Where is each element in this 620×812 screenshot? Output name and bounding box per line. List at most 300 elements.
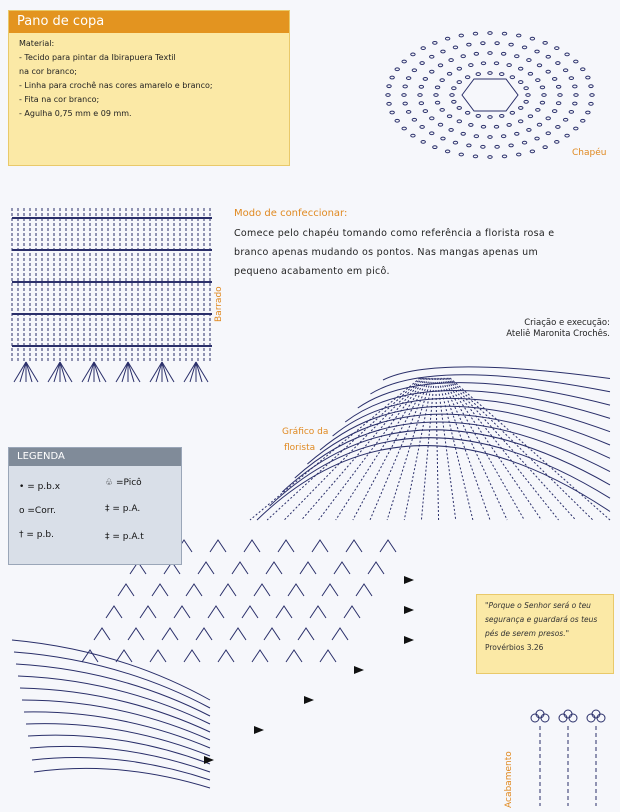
hat-stitch [440,108,444,111]
hat-stitch [476,73,480,76]
hat-stitch [502,32,506,35]
hat-stitch [507,64,511,67]
hat-stitch [465,111,469,114]
instructions-line: branco apenas mudando os pontos. Nas mangas apenas um [234,247,539,258]
finish-diagram [531,710,605,806]
florista-fan [186,584,202,596]
hat-stitch [494,125,498,128]
hat-stitch [555,140,559,143]
florista-fan [198,562,214,574]
border-fan [116,362,128,382]
florista-fan [242,606,258,618]
hat-stitch [469,64,473,67]
hat-stitch [519,107,523,110]
florista-fan [264,628,280,640]
hat-stitch [581,68,585,71]
hat-stitch [552,78,556,81]
finish-pico [536,710,544,718]
finish-pico [587,714,595,722]
legend-box [8,447,182,565]
hat-stitch [573,102,577,105]
hat-stitch [537,123,541,126]
hat-stitch [546,132,550,135]
hat-stitch [530,150,534,153]
hat-stitch [452,100,456,103]
florista-spoke [437,378,456,520]
legend-item-pb [19,530,54,540]
hat-stitch [412,118,416,121]
legend-label: =Corr. [27,506,56,516]
finish-pico [597,714,605,722]
hat-stitch [403,85,407,88]
hat-stitch [590,94,594,97]
border-fan [184,362,196,382]
hat-stitch [519,81,523,84]
hat-stitch [500,73,504,76]
hat-stitch [457,120,461,123]
quote-box [476,594,614,674]
hat-stitch [421,47,425,50]
legend-item-corr [19,506,56,516]
florista-fan [150,650,166,662]
materials-item: na cor branco; [19,67,77,76]
hat-stitch [517,34,521,37]
florista-fan [266,562,282,574]
hat-stitch [569,77,573,80]
florista-row [320,406,610,450]
hat-stitch [476,115,480,118]
label-grafico: Gráfico da [282,427,329,437]
florista-spoke [301,378,424,520]
florista-fan [252,650,268,662]
hat-stitch [419,102,423,105]
legend-item-pbx [19,482,60,492]
hat-stitch [419,85,423,88]
hat-stitch [515,132,519,135]
florista-fan [116,650,132,662]
hat-stitch [536,108,540,111]
finish-pico [559,714,567,722]
border-fan [48,362,60,382]
florista-fan [300,562,316,574]
hat-stitch [556,102,560,105]
hat-stitch [563,69,567,72]
label-acabamento: Acabamento [504,751,514,808]
florista-fan [162,628,178,640]
florista-fan [380,540,396,552]
hat-center [462,79,518,111]
florista-fan [332,628,348,640]
hat-stitch [488,52,492,55]
direction-arrow [204,756,214,764]
hat-stitch [457,107,461,110]
hat-stitch [395,119,399,122]
label-florista: florista [284,443,316,453]
hat-stitch [467,43,471,46]
border-fan [156,362,162,382]
hat-stitch [402,60,406,63]
florista-fan [320,650,336,662]
hat-stitch [440,79,444,82]
hat-stitch [543,146,547,149]
direction-arrow [254,726,264,734]
quote-reference: Provérbios 3.26 [485,643,544,652]
hat-stitch [524,87,528,90]
florista-fan [220,584,236,596]
direction-arrow [304,696,314,704]
hat-stitch [522,46,526,49]
hat-stitch [411,134,415,137]
hat-stitch [488,156,492,159]
instructions-text [234,224,614,281]
hat-stitch [488,116,492,119]
hat-stitch [488,136,492,139]
hat-stitch [556,85,560,88]
hat-stitch [500,115,504,118]
credit [470,318,610,340]
legend-label: = p.A.t [112,532,144,542]
florista-fan [230,628,246,640]
border-fan [94,362,100,382]
florista-row [370,375,610,394]
border-fan [14,362,26,382]
materials-item: - Fita na cor branco; [19,95,100,104]
hat-stitch [434,94,438,97]
hat-stitch [589,102,593,105]
hat-stitch [522,141,526,144]
border-fan [60,362,66,382]
florista-fan [244,540,260,552]
hat-stitch [542,94,546,97]
hat-stitch [481,125,485,128]
border-fan [190,362,196,382]
legend-symbol: ‡ [105,504,110,514]
hat-stitch [526,94,530,97]
finish-pico [569,714,577,722]
legend-label: = p.A. [112,504,141,514]
hat-stitch [546,55,550,58]
hat-stitch [411,53,415,56]
hat-stitch [507,124,511,127]
hat-stitch [574,94,578,97]
florista-row [358,383,610,408]
label-chapeu: Chapéu [572,148,607,158]
hat-stitch [387,102,391,105]
hat-stitch [563,118,567,121]
skirt-row [34,768,210,788]
hat-stitch [509,43,513,46]
hat-stitch [502,155,506,158]
florista-fan [344,606,360,618]
florista-fan [298,628,314,640]
skirt-row [20,688,210,732]
florista-spoke [404,378,433,520]
hat-stitch [423,78,427,81]
florista-fan [322,584,338,596]
hat-stitch [435,86,439,89]
hat-stitch [501,52,505,55]
legend-item-pa [105,504,140,514]
hat-stitch [524,100,528,103]
hat-stitch [423,110,427,113]
legend-symbol: • [19,482,25,492]
florista-fan [128,628,144,640]
finish-pico [541,714,549,722]
hat-stitch [402,94,406,97]
materials-title: Pano de copa [9,11,289,33]
hat-stitch [558,94,562,97]
legend-symbol: ‡ [105,532,110,542]
hat-stitch [518,120,522,123]
hat-stitch [420,126,424,129]
border-fan [94,362,106,382]
florista-row [257,446,610,520]
finish-pico [564,710,572,718]
hat-stitch [488,72,492,75]
hat-stitch [543,41,547,44]
hat-stitch [556,126,560,129]
hat-stitch [430,132,434,135]
florista-fan [278,540,294,552]
border-fan [26,362,38,382]
border-fan [196,362,202,382]
materials-item: - Linha para crochê nas cores amarelo e branco; [19,81,213,90]
hat-stitch [395,68,399,71]
hat-stitch [535,50,539,53]
legend-title: LEGENDA [9,448,181,466]
hat-stitch [481,145,485,148]
hat-stitch [586,111,590,114]
hat-stitch [574,127,578,130]
border-fan [162,362,174,382]
hat-stitch [474,135,478,138]
legend-label: =Picô [115,478,142,488]
materials-heading: Material: [19,39,55,48]
border-fan [162,362,168,382]
hat-stitch [433,41,437,44]
legend-label: = p.b. [26,530,54,540]
hat-stitch [461,55,465,58]
florista-fan [118,584,134,596]
hat-stitch [517,153,521,156]
skirt-row [16,664,210,716]
hat-stitch [441,137,445,140]
hat-stitch [433,146,437,149]
florista-spoke [444,378,541,520]
hat-stitch [581,119,585,122]
legend-symbol: ♧ [105,478,114,488]
legend-symbol: o [19,506,25,516]
hat-stitch [528,72,532,75]
hat-stitch [387,85,391,88]
hat-stitch [501,135,505,138]
border-diagram [12,208,212,382]
hat-stitch [573,85,577,88]
border-fan [128,362,140,382]
label-barrado: Barrado [214,286,224,322]
hat-stitch [473,155,477,158]
florista-fan [310,606,326,618]
hat-stitch [420,62,424,65]
hat-stitch [406,110,410,113]
hat-stitch [435,101,439,104]
border-fan [26,362,32,382]
florista-fan [94,628,110,640]
hat-stitch [473,32,477,35]
florista-fan [288,584,304,596]
legend-label: = p.b.x [27,482,61,492]
florista-fan [276,606,292,618]
direction-arrow [354,666,364,674]
legend-symbol: † [19,530,24,540]
florista-fan [218,650,234,662]
florista-fan [152,584,168,596]
hat-stitch [430,55,434,58]
border-fan [122,362,128,382]
hat-stitch [390,76,394,79]
florista-fan [208,606,224,618]
hat-stitch [402,127,406,130]
hat-stitch [510,111,514,114]
hat-stitch [465,76,469,79]
hat-stitch [452,87,456,90]
instructions-line: pequeno acabamento em picô. [234,266,390,277]
hat-stitch [447,72,451,75]
hat-stitch [510,76,514,79]
instructions-line: Comece pelo chapéu tomando como referência a florista rosa e [234,228,555,239]
florista-fan [210,540,226,552]
hat-stitch [461,132,465,135]
hat-stitch [386,94,390,97]
hat-stitch [467,144,471,147]
legend-item-pico [105,478,142,488]
hat-stitch [418,94,422,97]
hat-stitch [527,59,531,62]
direction-arrow [404,606,414,614]
hat-stitch [445,150,449,153]
hat-stitch [421,140,425,143]
hat-diagram [386,32,594,159]
legend-item-pat [105,532,144,542]
hat-stitch [412,69,416,72]
hat-stitch [481,42,485,45]
hat-stitch [565,134,569,137]
quote-text: "Porque o Senhor será o teu segurança e guardará os teus pés de serem presos." [485,601,598,638]
hat-stitch [469,124,473,127]
hat-stitch [430,70,434,73]
hat-stitch [447,115,451,118]
florista-fan [254,584,270,596]
hat-stitch [450,94,454,97]
hat-stitch [540,86,544,89]
hat-stitch [569,110,573,113]
skirt-row [30,746,210,772]
materials-item: - Agulha 0,75 mm e 09 mm. [19,109,132,118]
hat-stitch [438,123,442,126]
florista-fan [106,606,122,618]
hat-stitch [555,47,559,50]
hat-stitch [540,101,544,104]
skirt-row [12,640,210,700]
florista-spoke [336,378,427,520]
hat-stitch [565,53,569,56]
hat-stitch [589,85,593,88]
hat-stitch [457,67,461,70]
credit-line: Ateliê Maronita Crochês. [506,329,610,339]
hat-stitch [390,111,394,114]
hat-stitch [406,77,410,80]
hat-stitch [537,64,541,67]
hat-stitch [449,129,453,132]
border-fan [54,362,60,382]
skirt-row [18,676,210,724]
hat-stitch [445,37,449,40]
border-fan [60,362,72,382]
hat-stitch [488,32,492,35]
hat-stitch [527,129,531,132]
hat-stitch [459,153,463,156]
hat-stitch [574,60,578,63]
direction-arrow [404,576,414,584]
florista-fan [184,650,200,662]
instructions-title: Modo de confeccionar: [234,208,348,219]
border-fan [88,362,94,382]
direction-arrow [404,636,414,644]
hat-stitch [515,55,519,58]
florista-fan [286,650,302,662]
hat-stitch [494,62,498,65]
hat-stitch [438,64,442,67]
hat-stitch [403,102,407,105]
credit-line: Criação e execução: [524,318,610,328]
hat-stitch [481,62,485,65]
florista-spoke [436,378,439,520]
florista-fan [356,584,372,596]
florista-fan [368,562,384,574]
hat-stitch [530,37,534,40]
florista-fan [312,540,328,552]
florista-fan [334,562,350,574]
finish-pico [592,710,600,718]
finish-pico [531,714,539,722]
hat-stitch [453,141,457,144]
materials-item: - Tecido para pintar da Ibirapuera Textil [19,53,176,62]
hat-stitch [495,42,499,45]
hat-stitch [495,145,499,148]
florista-spoke [370,378,430,520]
florista-fan [346,540,362,552]
hat-stitch [509,144,513,147]
hat-stitch [535,137,539,140]
hat-stitch [518,67,522,70]
hat-stitch [453,46,457,49]
hat-stitch [586,76,590,79]
hat-stitch [441,50,445,53]
hat-stitch [430,117,434,120]
florista-fan [196,628,212,640]
hat-stitch [474,52,478,55]
hat-stitch [457,81,461,84]
florista-row [333,398,610,436]
florista-fan [140,606,156,618]
border-fan [82,362,94,382]
hat-stitch [459,34,463,37]
border-fan [20,362,26,382]
border-fan [196,362,208,382]
hat-stitch [536,79,540,82]
hat-stitch [528,115,532,118]
hat-stitch [546,70,550,73]
